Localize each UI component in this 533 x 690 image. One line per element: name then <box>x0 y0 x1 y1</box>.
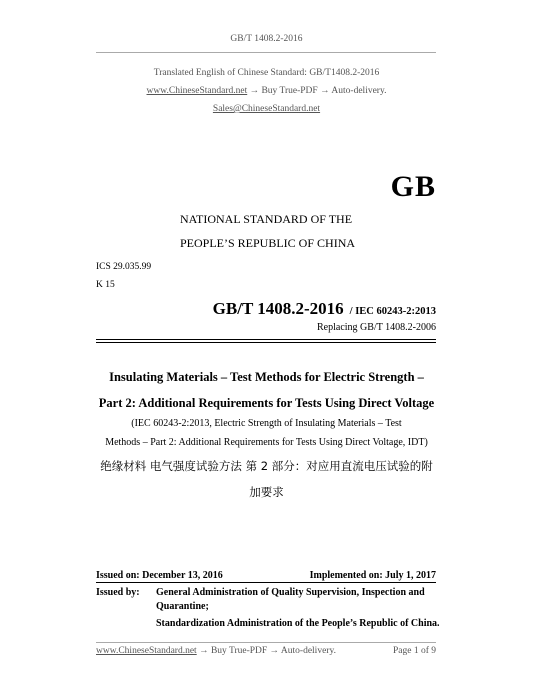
standard-number-line <box>213 299 436 319</box>
gb-logo: GB <box>390 170 436 203</box>
title-line-2: Part 2: Additional Requirements for Tests Using Direct Voltage <box>98 396 435 410</box>
page-indicator <box>393 646 436 656</box>
dates-rule <box>96 582 436 583</box>
issued-by-block <box>96 586 436 613</box>
page-label: Page <box>392 646 412 656</box>
title-line-1: Insulating Materials – Test Methods for Electric Strength – <box>109 370 424 384</box>
translated-line: Translated English of Chinese Standard: GB/T1408.2-2016 <box>153 68 380 78</box>
of-label: of <box>420 646 429 656</box>
header-rule <box>96 52 436 53</box>
top-links <box>0 86 533 96</box>
title-rule-bottom <box>96 342 436 343</box>
issued-on-date: Issued on: December 13, 2016 <box>96 570 223 581</box>
running-header: GB/T 1408.2-2016 <box>230 34 303 44</box>
footer-rule <box>96 642 436 643</box>
sales-email-link[interactable]: Sales@ChineseStandard.net <box>212 104 321 114</box>
title-rule-top <box>96 339 436 340</box>
implemented-on-date: Implemented on: July 1, 2017 <box>309 570 436 581</box>
site-link[interactable]: www.ChineseStandard.net <box>146 86 248 96</box>
ics-code: ICS 29.035.99 <box>96 262 152 272</box>
issued-by-line-2: Standardization Administration of the People’s Republic of China. <box>156 618 440 629</box>
iec-note-line-1: (IEC 60243-2:2013, Electric Strength of Insulating Materials – Test <box>131 418 402 429</box>
page-total: 9 <box>431 646 436 656</box>
iec-number: / IEC 60243-2:2013 <box>349 306 436 317</box>
footer-site-link[interactable]: www.ChineseStandard.net <box>96 646 197 656</box>
standard-number: GB/T 1408.2-2016 <box>212 299 344 318</box>
replacing-note: Replacing GB/T 1408.2-2006 <box>317 322 436 333</box>
issued-by-line-1: General Administration of Quality Supervision, Inspection and <box>156 587 425 598</box>
sales-email-line <box>0 104 533 114</box>
footer-buy-text: → Buy True-PDF → Auto-delivery. <box>199 646 336 656</box>
chinese-title-line-1: 绝缘材料 电气强度试验方法 第 2 部分：对应用直流电压试验的附 <box>100 459 433 473</box>
chinese-title-line-2: 加要求 <box>249 485 284 499</box>
iec-note-line-2: Methods – Part 2: Additional Requirements for Tests Using Direct Voltage, IDT) <box>105 437 428 448</box>
issued-by-label: Issued by: <box>96 587 140 598</box>
issued-by-line-1-cont: Quarantine; <box>156 600 209 612</box>
national-line-1: NATIONAL STANDARD OF THE <box>180 212 353 226</box>
buy-text: → Buy True-PDF → Auto-delivery. <box>249 86 387 96</box>
ccs-code: K 15 <box>96 280 115 290</box>
footer-links <box>96 646 336 656</box>
page-number: 1 <box>413 646 419 656</box>
national-line-2: PEOPLE’S REPUBLIC OF CHINA <box>180 236 356 250</box>
